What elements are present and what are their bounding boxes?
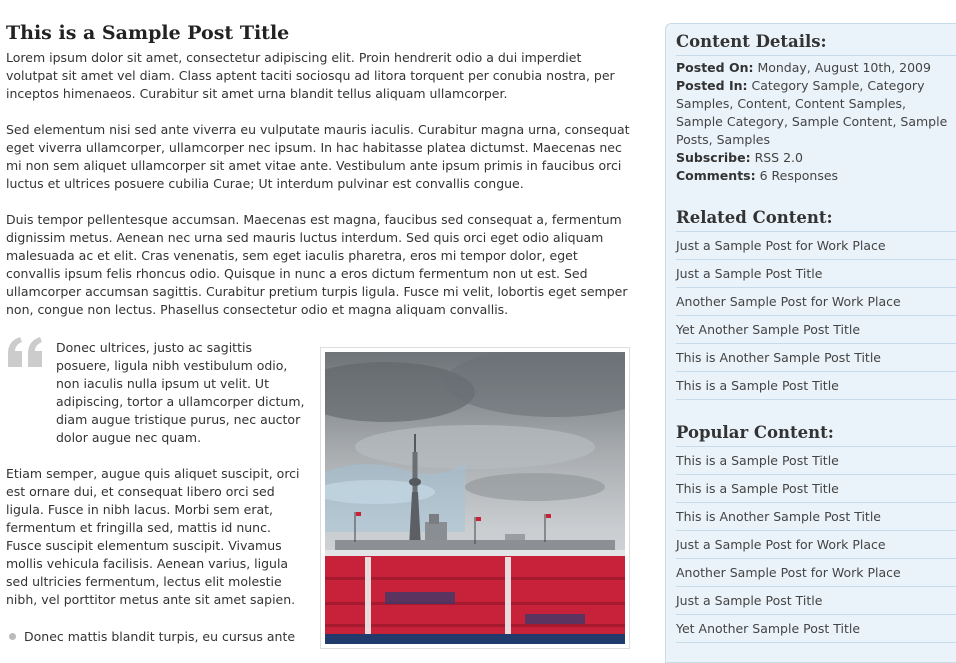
related-content-list — [676, 232, 956, 400]
related-content-heading: Related Content: — [676, 207, 956, 232]
popular-link[interactable]: This is a Sample Post Title — [676, 475, 956, 503]
post-title: This is a Sample Post Title — [6, 22, 290, 44]
related-link[interactable]: Just a Sample Post Title — [676, 260, 956, 288]
popular-link[interactable]: Yet Another Sample Post Title — [676, 615, 956, 643]
comments-label: Comments: — [676, 168, 756, 183]
posted-in-label: Posted In: — [676, 78, 748, 93]
post-paragraph-2: Sed elementum nisi sed ante viverra eu vulputate mauris iaculis. Curabitur magna urna, consequat eget viverra ullamcorper, ullamcorper nec ipsum. In hac habitasse platea dictumst. Maecenas nec mi non sem aliquet ullamcorper sit amet vitae ante. Vestibulum ante ipsum primis in faucibus orci luctus et ultrices posuere cubilia Curae; Ut interdum pulvinar est convallis congue. — [6, 122, 630, 191]
posted-on-value: Monday, August 10th, 2009 — [757, 60, 931, 75]
quote-icon — [6, 337, 46, 367]
quote-and-image-section — [6, 337, 636, 644]
list-item — [6, 628, 306, 646]
blockquote: Donec ultrices, justo ac sagittis posuere, ligula nibh vestibulum odio, non iaculis nulla ipsum ut velit. Ut adipiscing, tortor a ullamcorper dictum, diam augue tristique purus, nec auctor dolor augue nec quam. — [56, 340, 305, 445]
comments-link[interactable]: 6 Responses — [759, 168, 839, 183]
popular-link[interactable]: Just a Sample Post Title — [676, 587, 956, 615]
sidebar-inner — [676, 24, 956, 643]
post-image[interactable] — [320, 347, 630, 649]
post-content — [6, 0, 636, 644]
stadium-photo — [325, 352, 625, 644]
popular-link[interactable]: This is Another Sample Post Title — [676, 503, 956, 531]
related-content-section — [676, 207, 956, 400]
related-link[interactable]: This is a Sample Post Title — [676, 372, 956, 400]
sidebar — [665, 23, 956, 663]
popular-link[interactable]: Just a Sample Post for Work Place — [676, 531, 956, 559]
content-details — [676, 56, 956, 185]
content-details-section — [676, 31, 956, 185]
post-paragraph-3: Duis tempor pellentesque accumsan. Maecenas est magna, faucibus sed consequat a, fermentum dignissim metus. Aenean nec urna sed mauris luctus interdum. Sed quis orci eget odio aliquam malesuada ac et elit. Cras venenatis, sem eget iaculis pharetra, eros mi tempor dolor, eget convallis ipsum felis rhoncus odio. Quisque in nunc a eros dictum fermentum non ut est. Sed ullamcorper accumsan sagittis. Curabitur pretium turpis ligula. Fusce mi velit, lobortis eget semper non, congue non lectus. Phasellus consectetur odio et magna aliquam convallis. — [6, 212, 628, 317]
posted-on-label: Posted On: — [676, 60, 754, 75]
popular-link[interactable]: Another Sample Post for Work Place — [676, 559, 956, 587]
content-details-heading: Content Details: — [676, 31, 956, 56]
post-paragraph-4: Etiam semper, augue quis aliquet suscipit, orci est ornare dui, et consequat libero orci sed ligula. Fusce in nibh lacus. Morbi sem erat, fermentum et fringilla sed, mattis id nunc. Fusce suscipit elementum suscipit. Vivamus mollis vehicula facilisis. Aenean varius, ligula sed ultricies fermentum, lectus elit molestie nibh, vel porttitor metus ante sit amet sapien. — [6, 466, 300, 607]
related-link[interactable]: Another Sample Post for Work Place — [676, 288, 956, 316]
popular-content-list — [676, 447, 956, 643]
related-link[interactable]: Yet Another Sample Post Title — [676, 316, 956, 344]
list-item-text: Donec mattis blandit turpis, eu cursus ante — [24, 629, 296, 644]
related-link[interactable]: This is Another Sample Post Title — [676, 344, 956, 372]
popular-link[interactable]: This is a Sample Post Title — [676, 447, 956, 475]
bullet-icon — [9, 633, 16, 640]
popular-content-section — [676, 422, 956, 643]
subscribe-link[interactable]: RSS 2.0 — [754, 150, 803, 165]
related-link[interactable]: Just a Sample Post for Work Place — [676, 232, 956, 260]
post-paragraph-1: Lorem ipsum dolor sit amet, consectetur adipiscing elit. Proin hendrerit odio a dui imperdiet volutpat sit amet vel diam. Class aptent taciti sociosqu ad litora torquent per conubia nostra, per inceptos himenaeos. Curabitur sit amet urna blandit tellus aliquam ullamcorper. — [6, 50, 615, 101]
subscribe-label: Subscribe: — [676, 150, 751, 165]
popular-content-heading: Popular Content: — [676, 422, 956, 447]
posted-in-value[interactable]: Category Sample, Category Samples, Content, Content Samples, Sample Category, Sample Content, Sample Posts, Samples — [676, 78, 948, 147]
